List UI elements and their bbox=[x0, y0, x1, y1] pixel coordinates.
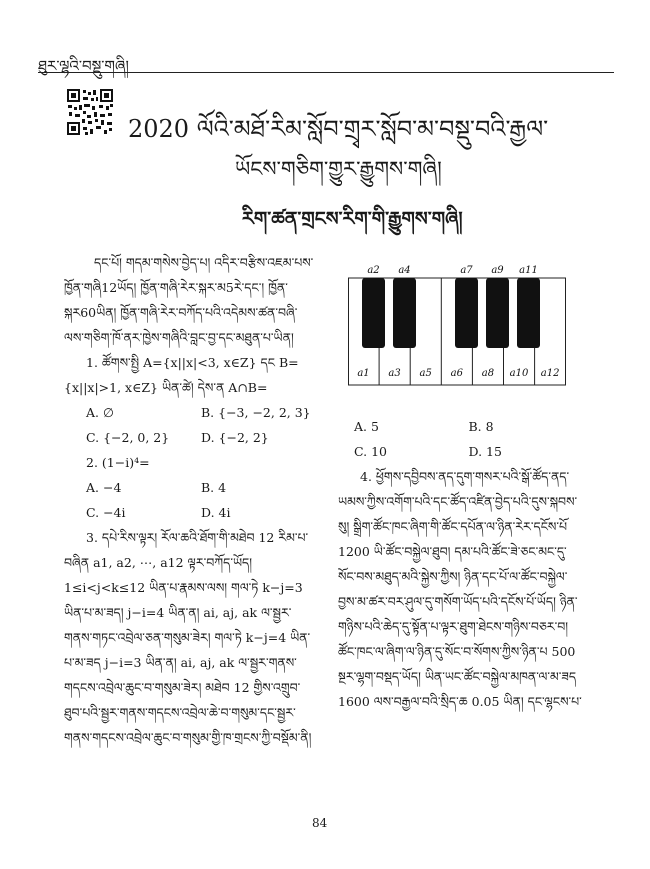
q3-option-b: B. 8 bbox=[468, 419, 494, 434]
question-3-stem: 3. དཔེ་རིས་ལྟར། རོལ་ཆའི་ཐོག་གི་མཐེབ 12 རིམ་པ་བཞིན a1, a2, ⋯, a12 ལྟར་བཀོད་ཡོད། 1≤i<j<k≤12 ཡིན་པ་རྣམས་ལས། གལ་ཏེ k−j=3 ཡིན་པ་མ་ཟད། j−i=4 ཡིན་ན། ai, aj, ak ལ་སྦྱར་གནས་གཏང་འབྲེལ་ཅན་གསུམ་ཟེར། གལ་ཏེ k−j=4 ཡིན་པ་མ་ཟད j−i=3 ཡིན་ན། ai, aj, ak ལ་སྦྱར་གནས་གདངས་འབྲེལ་ཆུང་བ་གསུམ་ཟེར། མཐེབ 12 གྱིས་འགྲུབ་ཐུབ་པའི་སྦྱར་གནས་གདངས་འབྲེལ་ཆེ་བ་གསུམ་དང་སྦྱར་གནས་གདངས་འབྲེལ་ཆུང་བ་གསུམ་གྱི་ཁ་གྲངས་ཀྱི་བསྡོམ་ནི། bbox=[64, 530, 312, 745]
black-key-label: a7 bbox=[460, 265, 473, 276]
black-key-a11 bbox=[517, 278, 540, 348]
exam-title-line-1: 2020 ལོའི་མཐོ་རིམ་སློབ་གྲྭར་སློབ་མ་བསྡུ་བའི་རྒྱལ་ bbox=[128, 115, 549, 143]
exam-subtitle: རིག་ཚན་གྲངས་རིག་གི་རྒྱུགས་གཞི། bbox=[242, 208, 463, 230]
piano-keyboard-figure bbox=[348, 262, 566, 386]
black-key-a2 bbox=[362, 278, 385, 348]
q3-option-a: A. 5 bbox=[354, 419, 379, 434]
question-4-stem: 4. ཕྱོགས་དབྱིབས་ནད་དུག་གསར་པའི་སྒོ་ཚོད་ནད་ཡམས་ཀྱིས་འགོག་པའི་དང་ཚོད་འཛིན་བྱེད་པའི་དུས་སྐབས་སུ། སྒྲིག་ཚོང་ཁང་ཞིག་གི་ཚོང་དཔོན་ལ་ཉིན་རེར་དངོས་པོ 1200 ཡི་ཚོང་བསྐྱེལ་ཐུབ། དམ་པའི་ཚོང་ཟེ་ཅང་མང་དུ་སོང་བས་མཐུད་མའི་སྐྱེས་ཀྱིས། ཉིན་དང་པོ་ལ་ཚོང་བསྐྱེལ་བྱས་མ་ཚར་བར་ཤུལ་དུ་གསོག་ཡོད་པའི་དངོས་པོ་ཡོད། ཉིན་གཉིས་པའི་ཆེད་དུ་སྟོན་པ་ལྟར་ཐུག་ཐེངས་གཉིས་བཅར་བ། ཚོང་ཁང་ལ་ཞིག་ལ་ཉིན་དུ་སོང་བ་སོགས་ཀྱིས་ཉིན་པ 500 སྔར་ལྷག་བསྡད་ཡོད། ཡིན་ཡང་ཚོང་བསྐྱེལ་མཁན་ལ་མ་ཟད 1600 ལས་བརྒྱལ་བའི་སྲིད་ཆ 0.05 ཡིན། དང་ལྷངས་པ་ bbox=[338, 469, 582, 709]
black-key-a4 bbox=[393, 278, 416, 348]
white-key-label: a8 bbox=[481, 368, 495, 379]
question-2-options bbox=[64, 475, 316, 525]
section-intro: དང་པོ། གདམ་གསེས་བྱེད་པ། འདིར་བརྩིས་འཇམ་པས་ཁྱོན་གཞི12ཡོད། ཁྱོན་གཞི་རེར་སྐར་མ5རེ་དང་། ཁྱོན་སྐར60ཡིན། ཁྱོན་གཞི་རེར་བཀོད་པའི་འདེམས་ཚན་བཞི་ལས་གཅིག་ཁོ་ནར་ཁྱེས་གཞིའི་བླང་བྱ་དང་མཐུན་པ་ཡིན། bbox=[64, 255, 314, 345]
q2-option-d: D. 4i bbox=[201, 505, 231, 520]
black-key-label: a4 bbox=[398, 265, 411, 276]
running-header: ཐུར་ལྷའི་བསྡུ་གཞི། bbox=[38, 57, 129, 75]
q2-option-b: B. 4 bbox=[201, 480, 227, 495]
question-2-stem: 2. (1−i)⁴= bbox=[86, 455, 150, 470]
white-key-label: a3 bbox=[388, 368, 401, 379]
black-key-label: a2 bbox=[367, 265, 380, 276]
white-key-label: a6 bbox=[450, 368, 463, 379]
q2-option-c: C. −4i bbox=[86, 505, 126, 520]
question-3-options bbox=[338, 414, 583, 464]
q3-option-c: C. 10 bbox=[354, 444, 387, 459]
black-key-a9 bbox=[486, 278, 509, 348]
question-1-options bbox=[64, 400, 316, 450]
question-1-stem: 1. ཚོགས་སྤྱི A={x||x|<3, x∈Z} དང B={x||x|>1, x∈Z} ཡིན་ཚེ། དེས་ན A∩B= bbox=[64, 355, 299, 395]
exam-title-line-2: ཡོངས་གཅིག་གྱུར་རྒྱུགས་གཞི། bbox=[235, 157, 442, 181]
white-key-label: a10 bbox=[509, 368, 529, 379]
q1-option-d: D. {−2, 2} bbox=[201, 430, 269, 445]
black-key-a7 bbox=[455, 278, 478, 348]
q1-option-c: C. {−2, 0, 2} bbox=[86, 430, 170, 445]
black-key-label: a11 bbox=[519, 265, 538, 276]
q2-option-a: A. −4 bbox=[86, 480, 122, 495]
q1-option-b: B. {−3, −2, 2, 3} bbox=[201, 405, 311, 420]
white-key-label: a12 bbox=[540, 368, 560, 379]
page-number: 84 bbox=[312, 816, 328, 830]
q1-option-a: A. ∅ bbox=[86, 405, 114, 420]
header-rule bbox=[38, 72, 614, 73]
qr-code-icon bbox=[66, 88, 114, 136]
q3-option-d: D. 15 bbox=[468, 444, 502, 459]
right-column bbox=[338, 414, 583, 714]
white-key-label: a1 bbox=[357, 368, 370, 379]
black-key-label: a9 bbox=[491, 265, 504, 276]
left-column bbox=[64, 250, 316, 750]
white-key-label: a5 bbox=[419, 368, 432, 379]
